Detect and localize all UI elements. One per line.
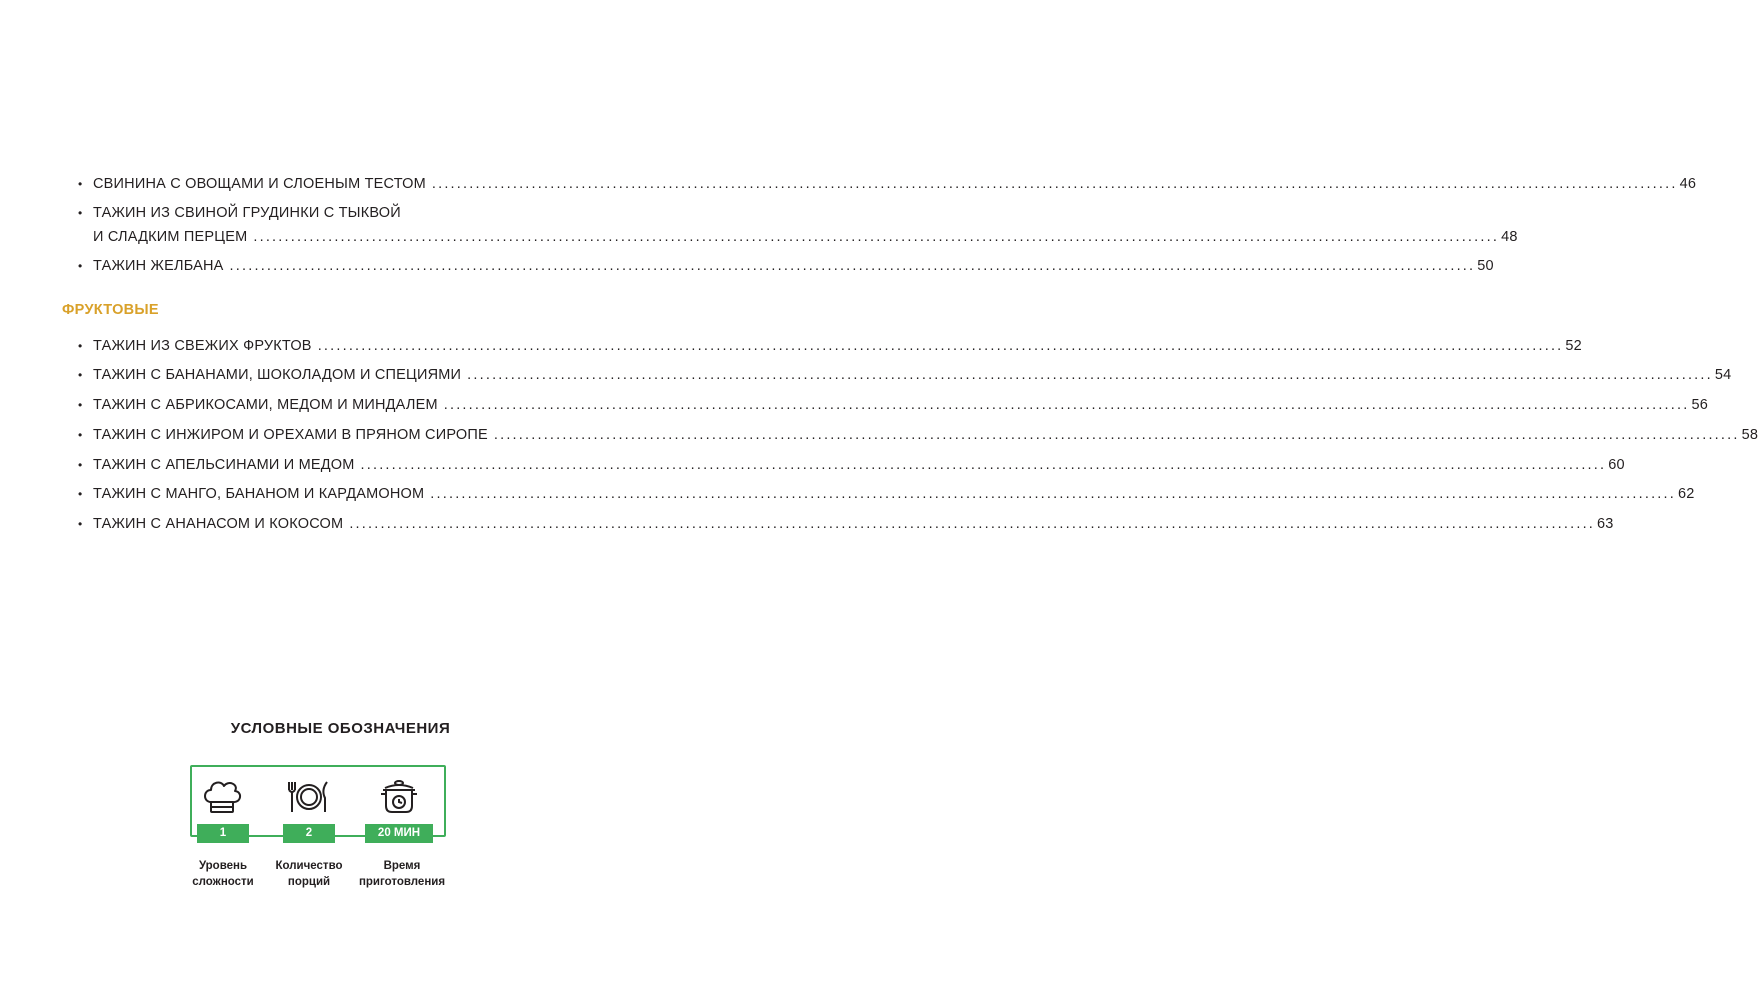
- toc-entry-title: ТАЖИН ИЗ СВИНОЙ ГРУДИНКИ С ТЫКВОЙ: [93, 205, 401, 221]
- toc-entry-page: 63: [1597, 516, 1614, 532]
- legend-title: УСЛОВНЫЕ ОБОЗНАЧЕНИЯ: [230, 720, 451, 737]
- difficulty-badge: 1: [197, 824, 249, 843]
- dot-leader: ........................................................................................................................................................................................................: [467, 367, 1713, 383]
- difficulty-caption: Уровень сложности: [192, 860, 254, 888]
- plate-cutlery-icon: [283, 772, 333, 822]
- toc-entry-page: 50: [1477, 258, 1494, 274]
- toc-entry-page: 46: [1679, 176, 1697, 192]
- chef-hat-icon: [197, 772, 247, 822]
- dot-leader: ........................................................................................................................................................................................................: [493, 427, 1740, 443]
- toc-entry-title: СВИНИНА С ОВОЩАМИ И СЛОЕНЫМ ТЕСТОМ: [93, 176, 426, 192]
- bullet-icon: •: [78, 259, 83, 273]
- dot-leader: ........................................................................................................................................................................................................: [430, 486, 1676, 502]
- servings-caption: Количество порций: [275, 860, 343, 888]
- toc-entry-title: ТАЖИН ИЗ СВЕЖИХ ФРУКТОВ: [93, 338, 312, 354]
- toc-entry-page: 52: [1565, 338, 1582, 354]
- bullet-icon: •: [78, 177, 83, 191]
- cooking-pot-timer-icon: [374, 772, 424, 822]
- toc-entry-page: 48: [1501, 229, 1518, 245]
- toc-entry-title: ТАЖИН С АНАНАСОМ И КОКОСОМ: [93, 516, 344, 532]
- toc-entry-page: 56: [1691, 397, 1708, 413]
- toc-entry-title: ТАЖИН ЖЕЛБАНА: [93, 258, 224, 274]
- toc-entry-page: 58: [1741, 427, 1758, 443]
- bullet-icon: •: [78, 339, 83, 353]
- time-caption: Время приготовления: [358, 860, 446, 888]
- bullet-icon: •: [78, 368, 83, 382]
- toc-entry-title: ТАЖИН С АПЕЛЬСИНАМИ И МЕДОМ: [93, 457, 355, 473]
- dot-leader: ........................................................................................................................................................................................................: [253, 229, 1500, 245]
- toc-entry-title: И СЛАДКИМ ПЕРЦЕМ: [93, 229, 248, 245]
- toc-entry-page: 60: [1608, 457, 1625, 473]
- toc-entry-page: 62: [1678, 486, 1695, 502]
- toc-entry-title: ТАЖИН С МАНГО, БАНАНОМ И КАРДАМОНОМ: [93, 486, 425, 502]
- bullet-icon: •: [78, 487, 83, 501]
- dot-leader: ........................................................................................................................................................................................................: [360, 457, 1607, 473]
- servings-badge: 2: [283, 824, 335, 843]
- dot-leader: ........................................................................................................................................................................................................: [229, 258, 1476, 274]
- toc-entry-page: 54: [1714, 367, 1732, 383]
- bullet-icon: •: [78, 458, 83, 472]
- dot-leader: ........................................................................................................................................................................................................: [431, 176, 1678, 192]
- dot-leader: ........................................................................................................................................................................................................: [443, 397, 1690, 413]
- bullet-icon: •: [78, 428, 83, 442]
- toc-entry-title: ТАЖИН С АБРИКОСАМИ, МЕДОМ И МИНДАЛЕМ: [93, 397, 438, 413]
- dot-leader: ........................................................................................................................................................................................................: [349, 516, 1596, 532]
- time-badge: 20 МИН: [365, 824, 433, 843]
- toc-entry-title: ТАЖИН С ИНЖИРОМ И ОРЕХАМИ В ПРЯНОМ СИРОПЕ: [93, 427, 488, 443]
- bullet-icon: •: [78, 206, 83, 220]
- section-title-fruit: ФРУКТОВЫЕ: [62, 302, 159, 318]
- bullet-icon: •: [78, 398, 83, 412]
- dot-leader: ........................................................................................................................................................................................................: [317, 338, 1564, 354]
- bullet-icon: •: [78, 517, 83, 531]
- toc-entry-title: ТАЖИН С БАНАНАМИ, ШОКОЛАДОМ И СПЕЦИЯМИ: [93, 367, 462, 383]
